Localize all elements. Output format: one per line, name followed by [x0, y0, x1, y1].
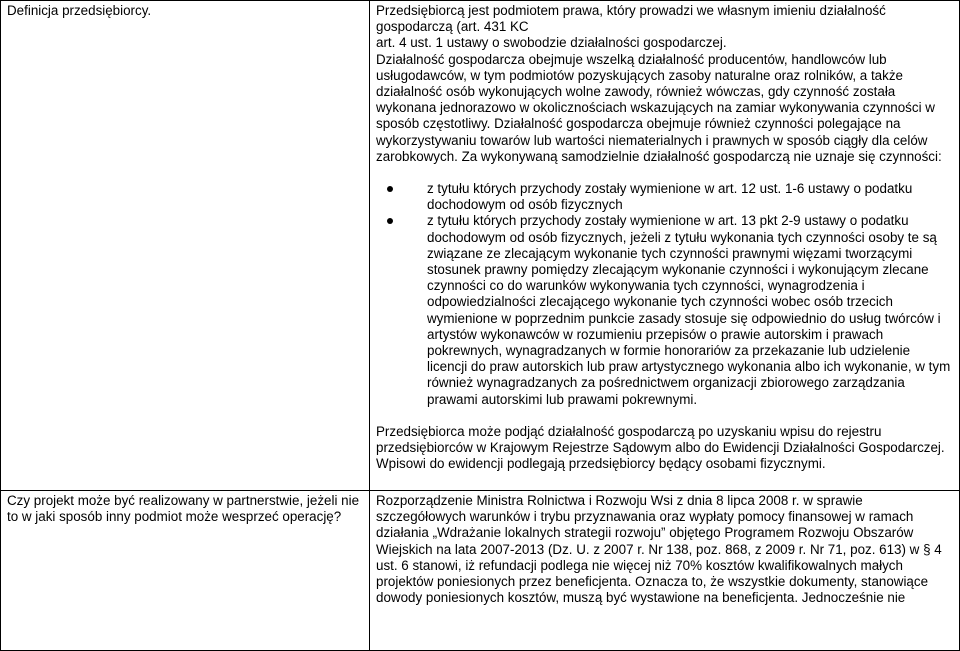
paragraph: Przedsiębiorca może podjąć działalność gospodarczą po uzyskaniu wpisu do rejestru przedsiębiorców w Krajowym Rejestrze Sądowym albo do Ewidencji Działalności Gospodarczej. Wpisowi do ewidencji podlegają przedsiębiorcy będący osobami fizycznymi. [376, 423, 945, 472]
row-label: Czy projekt może być realizowany w partnerstwie, jeżeli nie to w jaki sposób inny podmiot może wesprzeć operację? [7, 493, 360, 525]
paragraph: gospodarczą (art. 431 KC [376, 19, 529, 35]
paragraph: Rozporządzenie Ministra Rolnictwa i Rozwoju Wsi z dnia 8 lipca 2008 r. w sprawie szczegółowych warunków i trybu przyznawania oraz wypłaty pomocy finansowej w ramach działania „Wdrażanie lokalnych strategii rozwoju” objętego Programem Rozwoju Obszarów Wiejskich na lata 2007-2013 (Dz. U. z 2007 r. Nr 138, poz. 868, z 2009 r. Nr 71, poz. 613) w § 4 ust. 6 stanowi, iż refundacji podlega nie więcej niż 70% kosztów kwalifikowalnych małych projektów poniesionych przez beneficjenta. Oznacza to, że wszystkie dokumenty, stanowiące dowody poniesionych kosztów, muszą być wystawione na beneficjenta. Jednocześnie nie [376, 493, 942, 606]
table-row [1, 491, 960, 651]
list-item [376, 181, 953, 213]
row-content-cell [370, 491, 960, 651]
bullet-icon [387, 218, 393, 224]
paragraph: Przedsiębiorcą jest podmiotem prawa, który prowadzi we własnym imieniu działalność [376, 3, 886, 18]
list-item-text: z tytułu których przychody zostały wymienione w art. 12 ust. 1-6 ustawy o podatku dochodowym od osób fizycznych [427, 181, 913, 213]
row-label-cell [1, 1, 370, 491]
row-label-cell [1, 491, 370, 651]
table-row [1, 1, 960, 491]
bullet-icon [387, 186, 393, 192]
bullet-list [376, 181, 953, 408]
row-content-cell [370, 1, 960, 491]
paragraph: art. 4 ust. 1 ustawy o swobodzie działalności gospodarczej. [376, 35, 727, 51]
row-label: Definicja przedsiębiorcy. [7, 3, 152, 18]
list-item-text: z tytułu których przychody zostały wymienione w art. 13 pkt 2-9 ustawy o podatku dochodowym od osób fizycznych, jeżeli z tytułu wykonania tych czynności osoby te są związane ze zlecającym wykonanie tych czynności prawnymi więzami tworzącymi stosunek prawny pomiędzy zlecającym wykonanie czynności i wykonującym zlecane czynności co do warunków wykonywania tych czynności, wynagrodzenia i odpowiedzialności zlecającego wykonanie tych czynności wobec osób trzecich wymienione w poprzednim punkcie zasady stosuje się odpowiednio do usług twórców i artystów wykonawców w rozumieniu przepisów o prawie autorskim i prawach pokrewnych, wynagradzanych w formie honorariów za przekazanie lub udzielenie licencji do praw autorskich lub praw artystycznego wykonania albo ich wykonanie, w tym również wynagradzanych za pośrednictwem organizacji zbiorowego zarządzania prawami autorskimi lub prawami pokrewnymi. [427, 213, 951, 407]
list-item [376, 213, 953, 407]
paragraph: Działalność gospodarcza obejmuje wszelką działalność producentów, handlowców lub usługodawców, w tym podmiotów pozyskujących zasoby naturalne oraz rolników, a także działalność osób wykonujących wolne zawody, również wówczas, gdy czynność została wykonana jednorazowo w okolicznościach wskazujących na zamiar wykonywania czynności w sposób częstotliwy. Działalność gospodarcza obejmuje również czynności polegające na wykorzystywaniu towarów lub wartości niematerialnych i prawnych w sposób ciągły dla celów zarobkowych. Za wykonywaną samodzielnie działalność gospodarczą nie uznaje się czynności: [376, 51, 942, 164]
